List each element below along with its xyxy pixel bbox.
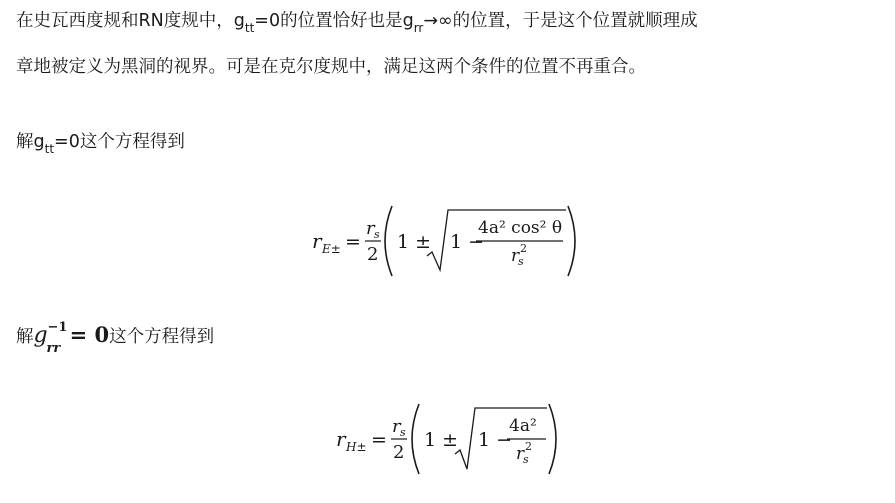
eq2-inner-num: 4a² bbox=[509, 416, 537, 436]
paragraph-intro-line2 bbox=[16, 55, 646, 79]
eq1-lhs-sub: E± bbox=[322, 242, 341, 256]
eq2-inner-den-sup: 2 bbox=[525, 440, 532, 453]
eq2-one-minus: 1 − bbox=[478, 429, 513, 451]
eq1-inner-num: 4a² cos² θ bbox=[478, 218, 563, 238]
text-segment: 解 bbox=[16, 327, 34, 347]
eq2-right-paren bbox=[549, 404, 556, 474]
equals-zero: = 0 bbox=[69, 322, 110, 347]
eq1-frac-num: r bbox=[366, 218, 375, 239]
text-segment: =0这个方程得到 bbox=[54, 132, 185, 152]
eq2-sqrt bbox=[455, 408, 547, 469]
paragraph-intro-line1 bbox=[16, 9, 698, 34]
eq2-lhs-sub: H± bbox=[346, 440, 367, 454]
eq1-frac-den: 2 bbox=[367, 244, 379, 265]
eq2-frac-num: r bbox=[392, 416, 401, 437]
eq2-frac-den: 2 bbox=[393, 442, 405, 463]
eq1-frac-num-sub: s bbox=[374, 228, 380, 241]
superscript-minus-one: −1 bbox=[47, 320, 68, 335]
eq2-inner-den-sub: s bbox=[523, 453, 529, 466]
text-segment: =0的位置恰好也是g bbox=[254, 11, 414, 31]
eq2-lhs: r bbox=[336, 427, 346, 451]
eq2-inner-den: r bbox=[516, 444, 525, 464]
subscript-tt: tt bbox=[244, 21, 255, 35]
text-segment: 解g bbox=[16, 132, 45, 152]
subscript-rr: rr bbox=[46, 341, 61, 356]
eq1-lhs: r bbox=[312, 229, 322, 253]
paragraph-solve-grr-inverse bbox=[16, 320, 215, 356]
paragraph-solve-gtt bbox=[16, 130, 185, 155]
eq1-one-pm: 1 ± bbox=[397, 231, 432, 253]
text-segment: 章地被定义为黑洞的视界。可是在克尔度规中，满足这两个条件的位置不再重合。 bbox=[16, 57, 646, 77]
eq1-inner-den-sub: s bbox=[518, 255, 524, 268]
eq2-equals: = bbox=[371, 429, 387, 451]
eq2-one-pm: 1 ± bbox=[424, 429, 459, 451]
eq1-one-minus: 1 − bbox=[450, 231, 485, 253]
subscript-tt: tt bbox=[44, 142, 55, 156]
g-symbol: g bbox=[33, 323, 48, 348]
eq1-equals: = bbox=[345, 231, 361, 253]
g-rr-inverse bbox=[33, 320, 68, 356]
eq1-left-paren bbox=[385, 206, 392, 276]
subscript-rr: rr bbox=[413, 21, 424, 35]
text-segment: 这个方程得到 bbox=[109, 327, 215, 347]
text-segment: 在史瓦西度规和RN度规中，g bbox=[16, 11, 245, 31]
eq1-inner-den-sup: 2 bbox=[520, 242, 527, 255]
eq1-sqrt bbox=[427, 210, 566, 270]
eq1-right-paren bbox=[568, 206, 575, 276]
eq2-left-paren bbox=[412, 404, 419, 474]
eq1-inner-den: r bbox=[511, 246, 520, 266]
eq2-frac-num-sub: s bbox=[400, 426, 406, 439]
text-segment: →∞的位置，于是这个位置就顺理成 bbox=[423, 11, 698, 31]
